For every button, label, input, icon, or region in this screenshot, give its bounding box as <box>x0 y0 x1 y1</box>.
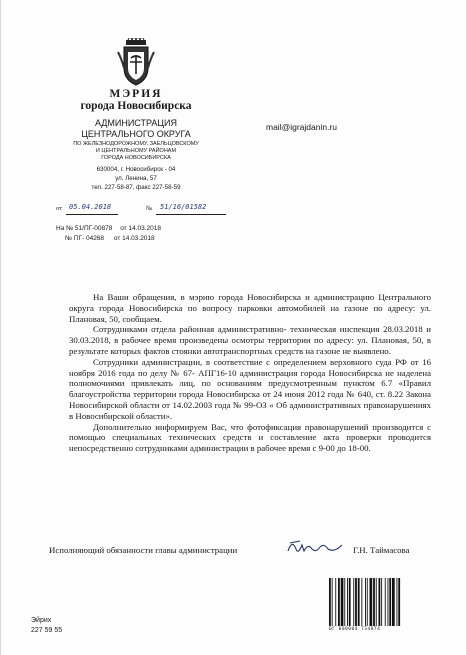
reference-number: ПГ- 04268 <box>73 235 105 242</box>
executor-name: Эйрих <box>31 617 52 624</box>
reference-label: На № <box>56 225 74 232</box>
reference-from-label: от <box>113 235 121 242</box>
paragraph: Сотрудники администрации, в соответствие с определением верховного суда РФ от 16 ноября 2016 года по делу № 67- АПГ16-10 администрация города Новосибирска не наделена полномочиями привлекать лиц, по основаниям предусмотренным пунктом 6.7 «Правил благоустройства территории города Новосибирска от 24 июня 2012 года № 640, ст. 8.22 Закона Новосибирской области от 14.02.2003 года № 99-ОЗ « Об административных правонарушениях в Новосибирской области». <box>69 356 431 421</box>
paragraph: Дополнительно информируем Вас, что фотофиксация правонарушений производится с помощью специальных технических средств и составление акта проверки проводится непосредственно сотрудниками администрации в рабочее время с 9-00 до 18-00. <box>69 421 431 454</box>
street-address: ул. Ленина, 57 <box>115 175 157 182</box>
reference-date: 14.03.2018 <box>128 225 161 232</box>
number-underline <box>156 214 226 215</box>
paragraph: На Ваши обращения, в мэрию города Новосибирска и администрацию Центрального округа города Новосибирска по вопросу парковки автомобилей на газоне по адресу: ул. Плановая, 50, сообщаем. <box>69 292 431 324</box>
barcode-number: 0Г 000004 734874 <box>329 627 381 632</box>
admin-district: ЦЕНТРАЛЬНОГО ОКРУГА <box>81 129 191 139</box>
reference-label: № <box>65 235 72 242</box>
admin-title: АДМИНИСТРАЦИЯ <box>94 118 178 128</box>
phone-fax: тел. 227-58-87, факс 227-58-59 <box>91 184 181 191</box>
admin-subtitle <box>41 141 231 162</box>
admin-sub-line: И ЦЕНТРАЛЬНОМУ РАЙОНАМ <box>95 148 177 154</box>
reference-line <box>65 235 155 242</box>
city-name: города Новосибирска <box>80 100 192 112</box>
letter-body <box>69 292 431 454</box>
postal-address: 630004, г. Новосибирск - 04 <box>96 166 176 173</box>
outgoing-number-line <box>56 204 231 216</box>
executor-phone: 227 59 55 <box>31 627 63 634</box>
date-underline <box>66 214 118 215</box>
admin-sub-line: ПО ЖЕЛЕЗНОДОРОЖНОМУ, ЗАЕЛЬЦОВСКОМУ <box>73 141 199 147</box>
outgoing-from-label: от <box>56 205 63 212</box>
paragraph: Сотрудниками отдела районная административно- техническая инспекция 28.03.2018 и 30.03.2018, в рабочее время произведены осмотры территории по адресу: ул. Плановая, 50, в результате которых фактов стоянки автотранспортных средств на газоне не выявлено. <box>69 324 431 356</box>
recipient-email: mail@igrajdanin.ru <box>266 122 337 132</box>
reference-line <box>56 225 161 232</box>
barcode-icon <box>327 576 423 628</box>
reference-date: 14.03.2018 <box>122 235 155 242</box>
outgoing-date: 05.04.2018 <box>69 203 112 211</box>
outgoing-number: 51/16/01582 <box>160 203 207 211</box>
reference-number: 51/ПГ-00878 <box>74 225 113 232</box>
signatory-name: Г.Н. Таймасова <box>353 545 410 555</box>
mayor-title: МЭРИЯ <box>109 88 163 100</box>
admin-sub-line: ГОРОДА НОВОСИБИРСКА <box>101 155 171 161</box>
reference-from-label: от <box>120 225 127 232</box>
handwritten-signature-icon <box>284 535 344 559</box>
outgoing-no-label: № <box>146 205 153 212</box>
coat-of-arms-icon <box>116 38 156 88</box>
signatory-position: Исполняющий обязанности главы администрации <box>49 545 238 555</box>
